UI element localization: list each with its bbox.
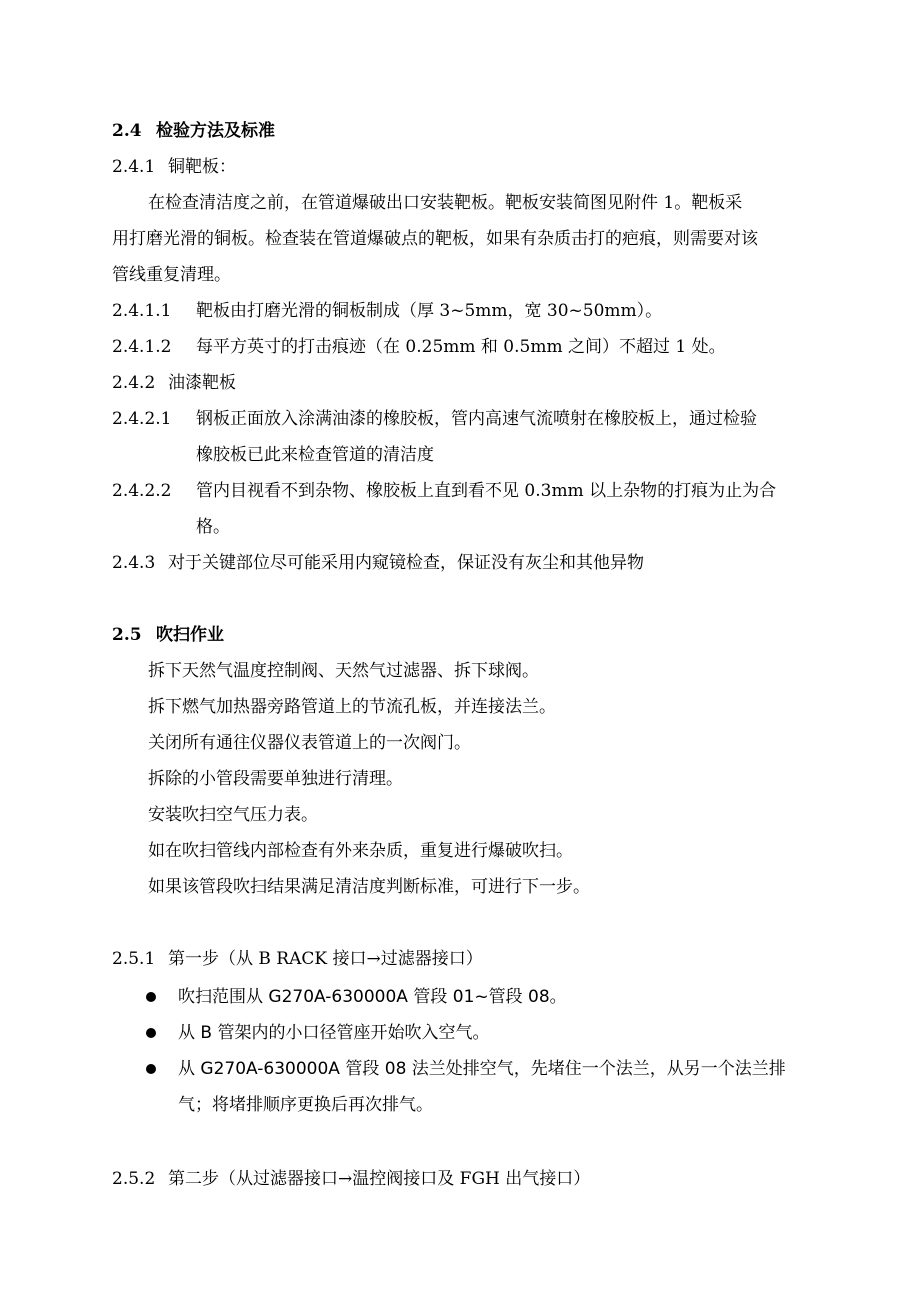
bullet-icon [146,992,156,1002]
section-title: 吹扫作业 [156,625,224,645]
section-number: 2.5.2 [112,1169,156,1189]
section-number: 2.4.3 [112,553,156,573]
bullet-icon [146,1028,156,1038]
item-text: 钢板正面放入涂满油漆的橡胶板，管内高速气流喷射在橡胶板上，通过检验 [196,409,757,429]
list-item: 拆下燃气加热器旁路管道上的节流孔板，并连接法兰。 [148,697,556,717]
item-text: 靶板由打磨光滑的铜板制成（厚 3~5mm，宽 30~50mm）。 [196,301,663,321]
list-item: 安装吹扫空气压力表。 [148,805,318,825]
section-title: 第二步（从过滤器接口→温控阀接口及 FGH 出气接口） [168,1169,591,1189]
list-item: 如果该管段吹扫结果满足清洁度判断标准，可进行下一步。 [148,877,590,897]
item-number: 2.4.2.2 [112,481,172,501]
bullet-text: 吹扫范围从 G270A-630000A 管段 01~管段 08。 [178,987,567,1007]
item-text: 橡胶板已此来检查管道的清洁度 [196,445,434,465]
paragraph-line: 在检查清洁度之前，在管道爆破出口安装靶板。靶板安装简图见附件 1。靶板采 [148,193,743,213]
section-title: 铜靶板： [168,157,236,177]
list-item: 如在吹扫管线内部检查有外来杂质，重复进行爆破吹扫。 [148,841,573,861]
list-item: 拆除的小管段需要单独进行清理。 [148,769,403,789]
section-number: 2.5 [112,625,142,645]
bullet-icon [146,1064,156,1074]
section-number: 2.4 [112,121,142,141]
section-number: 2.5.1 [112,949,156,969]
bullet-text: 从 B 管架内的小口径管座开始吹入空气。 [178,1023,490,1043]
bullet-text: 气；将堵排顺序更换后再次排气。 [178,1095,433,1115]
item-text: 格。 [196,517,230,537]
section-number: 2.4.2 [112,373,156,393]
bullet-text: 从 G270A-630000A 管段 08 法兰处排空气，先堵住一个法兰，从另一个法兰排 [178,1059,786,1079]
paragraph-line: 管线重复清理。 [112,265,231,285]
item-text: 对于关键部位尽可能采用内窥镜检查，保证没有灰尘和其他异物 [168,553,644,573]
item-number: 2.4.2.1 [112,409,172,429]
item-text: 管内目视看不到杂物、橡胶板上直到看不见 0.3mm 以上杂物的打痕为止为合 [196,481,777,501]
item-text: 每平方英寸的打击痕迹（在 0.25mm 和 0.5mm 之间）不超过 1 处。 [196,337,726,357]
item-number: 2.4.1.2 [112,337,172,357]
list-item: 拆下天然气温度控制阀、天然气过滤器、拆下球阀。 [148,661,539,681]
section-title: 第一步（从 B RACK 接口→过滤器接口） [168,949,483,969]
section-title: 油漆靶板 [168,373,236,393]
section-number: 2.4.1 [112,157,156,177]
section-title: 检验方法及标准 [156,121,275,141]
list-item: 关闭所有通往仪器仪表管道上的一次阀门。 [148,733,471,753]
paragraph-line: 用打磨光滑的铜板。检查装在管道爆破点的靶板，如果有杂质击打的疤痕，则需要对该 [112,229,758,249]
item-number: 2.4.1.1 [112,301,172,321]
